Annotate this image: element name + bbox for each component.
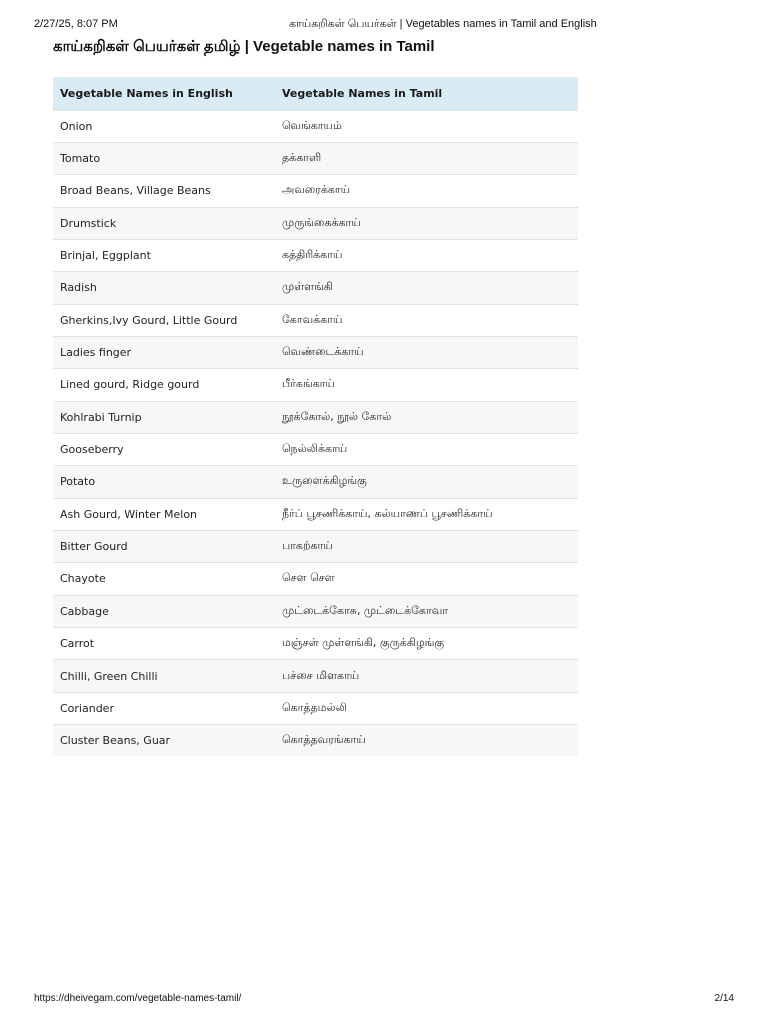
table-row	[53, 207, 578, 239]
cell-tamil: தக்காளி	[275, 142, 578, 174]
cell-english: Cabbage	[53, 595, 275, 627]
table-row	[53, 563, 578, 595]
page-title: காய்கறிகள் பெயர்கள் தமிழ் | Vegetable names in Tamil	[53, 38, 435, 55]
cell-tamil: கோவக்காய்	[275, 304, 578, 336]
table-row	[53, 595, 578, 627]
table-row	[53, 628, 578, 660]
cell-tamil: நீர்ப் பூசணிக்காய், கல்யாணப் பூசணிக்காய்	[275, 498, 578, 530]
cell-tamil: முருங்கைக்காய்	[275, 207, 578, 239]
table-row	[53, 498, 578, 530]
table-row	[53, 142, 578, 174]
cell-english: Potato	[53, 466, 275, 498]
cell-english: Bitter Gourd	[53, 530, 275, 562]
cell-tamil: நெல்லிக்காய்	[275, 433, 578, 465]
cell-tamil: கொத்தமல்லி	[275, 692, 578, 724]
cell-english: Brinjal, Eggplant	[53, 239, 275, 271]
table-body	[53, 110, 578, 756]
table-row	[53, 110, 578, 142]
table-row	[53, 304, 578, 336]
cell-english: Carrot	[53, 628, 275, 660]
table-row	[53, 401, 578, 433]
table-row	[53, 272, 578, 304]
print-date: 2/27/25, 8:07 PM	[34, 18, 118, 30]
cell-tamil: கத்திரிக்காய்	[275, 239, 578, 271]
cell-tamil: அவரைக்காய்	[275, 175, 578, 207]
cell-english: Tomato	[53, 142, 275, 174]
cell-english: Coriander	[53, 692, 275, 724]
cell-english: Lined gourd, Ridge gourd	[53, 369, 275, 401]
table-row	[53, 692, 578, 724]
cell-english: Onion	[53, 110, 275, 142]
cell-tamil: வெண்டைக்காய்	[275, 336, 578, 368]
table-row	[53, 369, 578, 401]
cell-tamil: முட்டைக்கோசு, முட்டைக்கோவா	[275, 595, 578, 627]
table-row	[53, 725, 578, 757]
page-number: 2/14	[714, 993, 734, 1004]
vegetable-names-table	[53, 77, 578, 756]
table-row	[53, 660, 578, 692]
cell-tamil: வெங்காயம்	[275, 110, 578, 142]
table-row	[53, 336, 578, 368]
cell-english: Drumstick	[53, 207, 275, 239]
column-header-english: Vegetable Names in English	[60, 86, 233, 100]
cell-tamil: பச்சை மிளகாய்	[275, 660, 578, 692]
cell-english: Radish	[53, 272, 275, 304]
table-row	[53, 466, 578, 498]
cell-tamil: கொத்தவரங்காய்	[275, 725, 578, 757]
table-header-row	[53, 77, 578, 110]
cell-english: Chayote	[53, 563, 275, 595]
cell-english: Ash Gourd, Winter Melon	[53, 498, 275, 530]
cell-english: Ladies finger	[53, 336, 275, 368]
cell-tamil: உருளைக்கிழங்கு	[275, 466, 578, 498]
cell-english: Gherkins,Ivy Gourd, Little Gourd	[53, 304, 275, 336]
table-row	[53, 175, 578, 207]
table-row	[53, 433, 578, 465]
cell-english: Broad Beans, Village Beans	[53, 175, 275, 207]
cell-tamil: மஞ்சள் முள்ளங்கி, குருக்கிழங்கு	[275, 628, 578, 660]
cell-english: Cluster Beans, Guar	[53, 725, 275, 757]
cell-tamil: நூக்கோல், நூல் கோல்	[275, 401, 578, 433]
cell-tamil: முள்ளங்கி	[275, 272, 578, 304]
footer-url: https://dheivegam.com/vegetable-names-tamil/	[34, 993, 242, 1004]
print-header-title: காய்கறிகள் பெயர்கள் | Vegetables names in Tamil and English	[289, 18, 597, 30]
table-row	[53, 530, 578, 562]
table-row	[53, 239, 578, 271]
column-header-tamil: Vegetable Names in Tamil	[282, 86, 443, 100]
cell-english: Kohlrabi Turnip	[53, 401, 275, 433]
cell-tamil: பீர்கங்காய்	[275, 369, 578, 401]
cell-english: Chilli, Green Chilli	[53, 660, 275, 692]
cell-tamil: பாகற்காய்	[275, 530, 578, 562]
cell-tamil: சௌ சௌ	[275, 563, 578, 595]
cell-english: Gooseberry	[53, 433, 275, 465]
